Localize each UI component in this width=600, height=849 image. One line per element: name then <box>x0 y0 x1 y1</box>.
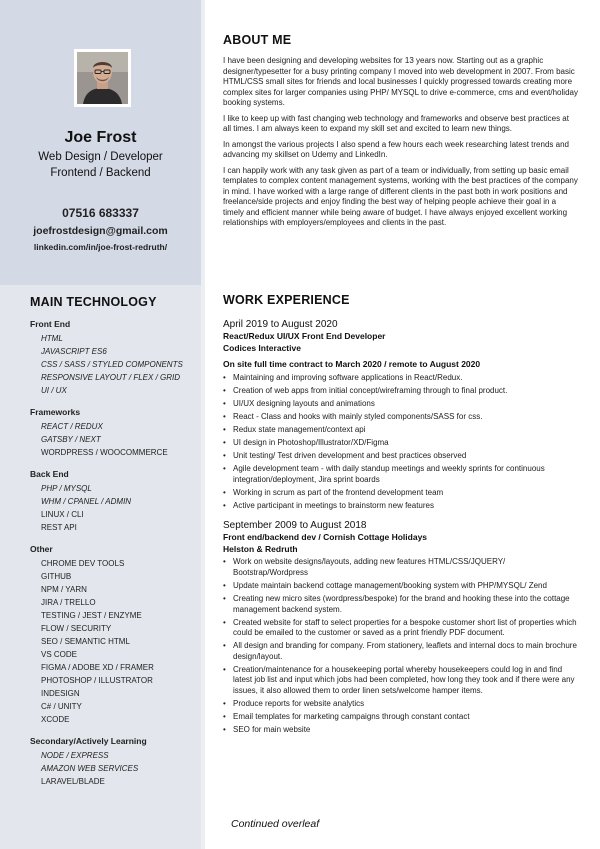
tech-item: PHOTOSHOP / ILLUSTRATOR <box>41 676 153 685</box>
tech-group-title: Back End <box>30 469 69 479</box>
tech-item: LARAVEL/BLADE <box>41 777 105 786</box>
job-bullet-list <box>223 373 578 512</box>
job-detail-line: On site full time contract to March 2020 / remote to August 2020 <box>223 359 481 369</box>
profile-phone[interactable]: 07516 683337 <box>62 206 139 220</box>
tech-item: GITHUB <box>41 572 72 581</box>
job-bullet: • UI/UX designing layouts and animations <box>223 399 578 410</box>
continued-note: Continued overleaf <box>231 818 320 830</box>
job-entry <box>223 318 578 511</box>
tech-list <box>41 420 200 459</box>
job-bullet: • Produce reports for website analytics <box>223 699 578 710</box>
job-bullet: • Creation/maintenance for a housekeeping portal whereby housekeepers could log in and find latest job list and input which jobs had been completed, how long they took and if there were any issues, it also allowed them to order linen sets/welcome hamper items. <box>223 665 578 697</box>
job-bullet: • All design and branding for company. From stationery, leaflets and internal docs to main brochure design/layout. <box>223 641 578 662</box>
tech-item: NPM / YARN <box>41 585 87 594</box>
tech-item: TESTING / JEST / ENZYME <box>41 611 142 620</box>
tech-group <box>30 544 200 726</box>
profile-email[interactable]: joefrostdesign@gmail.com <box>33 225 168 237</box>
job-bullet: • Email templates for marketing campaigns through constant contact <box>223 712 578 723</box>
tech-group <box>30 407 200 459</box>
tech-item: AMAZON WEB SERVICES <box>41 764 139 773</box>
about-paragraph: I can happily work with any task given as part of a team or individually, from setting up basic email templates to complex content management systems, working with the best practices of the company in mind. I have worked with a large range of different clients in the past both in work positions and freelance/side projects and enjoy finding the best way of helping people achieve their goal in a timely and efficient manner while being aware of budget. I have always enjoyed excellent working relationships with employers/employees and clients in the past. <box>223 165 578 227</box>
tech-item: C# / UNITY <box>41 702 82 711</box>
tech-list <box>41 332 200 397</box>
job-bullet: • React - Class and hooks with mainly styled components/SASS for css. <box>223 412 578 423</box>
about-title: ABOUT ME <box>223 33 292 47</box>
tech-item: WHM / CPANEL / ADMIN <box>41 497 132 506</box>
tech-item: LINUX / CLI <box>41 510 84 519</box>
tech-item: VS CODE <box>41 650 78 659</box>
job-dates: September 2009 to August 2018 <box>223 520 367 532</box>
technology-groups <box>30 319 200 788</box>
tech-item: SEO / SEMANTIC HTML <box>41 637 130 646</box>
job-detail-line: Front end/backend dev / Cornish Cottage Holidays <box>223 532 428 543</box>
profile-role-line2: Frontend / Backend <box>50 167 151 179</box>
tech-group-title: Secondary/Actively Learning <box>30 736 147 746</box>
person-portrait-icon <box>77 52 128 104</box>
tech-item: WORDPRESS / WOOCOMMERCE <box>41 448 168 457</box>
tech-list <box>41 557 200 726</box>
job-bullet: • Redux state management/context api <box>223 425 578 436</box>
column-divider <box>201 0 205 849</box>
tech-item: UI / UX <box>41 386 67 395</box>
tech-item: XCODE <box>41 715 70 724</box>
tech-item: CSS / SASS / STYLED COMPONENTS <box>41 360 183 369</box>
job-dates: April 2019 to August 2020 <box>223 319 338 330</box>
job-bullet: • Working in scrum as part of the frontend development team <box>223 488 578 499</box>
tech-list <box>41 482 200 534</box>
tech-item: REST API <box>41 523 77 532</box>
about-paragraph: In amongst the various projects I also spend a few hours each week researching latest trends and advancing my skillset on Udemy and LinkedIn. <box>223 139 569 159</box>
tech-item: GATSBY / NEXT <box>41 435 101 444</box>
tech-group-title: Other <box>30 544 53 554</box>
about-section <box>223 33 578 234</box>
profile-role-line1: Web Design / Developer <box>38 151 163 163</box>
technology-section <box>30 295 200 798</box>
tech-item: REACT / REDUX <box>41 422 103 431</box>
tech-item: PHP / MYSQL <box>41 484 92 493</box>
tech-item: INDESIGN <box>41 689 80 698</box>
job-detail-line: React/Redux UI/UX Front End Developer <box>223 331 386 341</box>
job-bullet: • Unit testing/ Test driven development and best practices observed <box>223 451 578 462</box>
tech-item: HTML <box>41 334 63 343</box>
job-bullet-list <box>223 557 578 735</box>
job-bullet: • Creating new micro sites (wordpress/bespoke) for the brand and hooking these into the cottage management backend system. <box>223 594 578 615</box>
tech-item: FIGMA / ADOBE XD / FRAMER <box>41 663 154 672</box>
work-title: WORK EXPERIENCE <box>223 293 350 307</box>
tech-list <box>41 749 200 788</box>
tech-group <box>30 319 200 397</box>
tech-item: NODE / EXPRESS <box>41 751 109 760</box>
tech-item: JIRA / TRELLO <box>41 598 96 607</box>
job-bullet: • Creation of web apps from initial concept/wireframing through to final product. <box>223 386 578 397</box>
tech-item: FLOW / SECURITY <box>41 624 112 633</box>
job-detail-line: Helston & Redruth <box>223 543 298 554</box>
about-paragraph: I like to keep up with fast changing web technology and frameworks and observe best practices at all times. I am always keen to expand my skill set and excited to learn new things. <box>223 113 569 133</box>
profile-block <box>0 128 201 253</box>
tech-group-title: Frameworks <box>30 407 81 417</box>
job-detail-line: Codices Interactive <box>223 342 301 353</box>
job-bullet: • Update maintain backend cottage management/booking system with PHP/MYSQL/ Zend <box>223 581 578 592</box>
about-paragraph: I have been designing and developing websites for 13 years now. Starting out as a graphic designer/typesetter for a busy printing company I moved into web development in 2007. From basic HTML/CSS small sites for friends and local businesses I quickly progressed towards creating more complex sites for larger companies using PHP/ MYSQL to drive e-commerce, cms and event/holiday booking systems. <box>223 56 578 107</box>
tech-group <box>30 469 200 534</box>
technology-title: MAIN TECHNOLOGY <box>30 295 157 309</box>
job-bullet: • Agile development team - with daily standup meetings and weekly sprints for continuous integration/deployment, Jira sprint boards <box>223 464 578 485</box>
job-entry <box>223 519 578 735</box>
tech-group <box>30 736 200 788</box>
job-bullet: • Work on website designs/layouts, adding new features HTML/CSS/JQUERY/ Bootstrap/Wordpress <box>223 557 578 578</box>
tech-group-title: Front End <box>30 319 71 329</box>
job-bullet: • UI design in Photoshop/Illustrator/XD/Figma <box>223 438 578 449</box>
job-bullet: • Active participant in meetings to brainstorm new features <box>223 501 578 512</box>
job-bullet: • Maintaining and improving software applications in React/Redux. <box>223 373 578 384</box>
profile-linkedin[interactable]: linkedin.com/in/joe-frost-redruth/ <box>33 242 168 252</box>
work-jobs <box>223 318 578 736</box>
tech-item: JAVASCRIPT ES6 <box>41 347 107 356</box>
tech-item: RESPONSIVE LAYOUT / FLEX / GRID <box>41 373 180 382</box>
tech-item: CHROME DEV TOOLS <box>41 559 125 568</box>
job-bullet: • Created website for staff to select properties for a bespoke customer short list of properties which could be emailed to the customer or saved as a print friendly PDF document. <box>223 618 578 639</box>
work-section <box>223 293 578 738</box>
profile-name: Joe Frost <box>64 129 137 146</box>
profile-photo <box>74 49 131 107</box>
job-bullet: • SEO for main website <box>223 725 578 736</box>
